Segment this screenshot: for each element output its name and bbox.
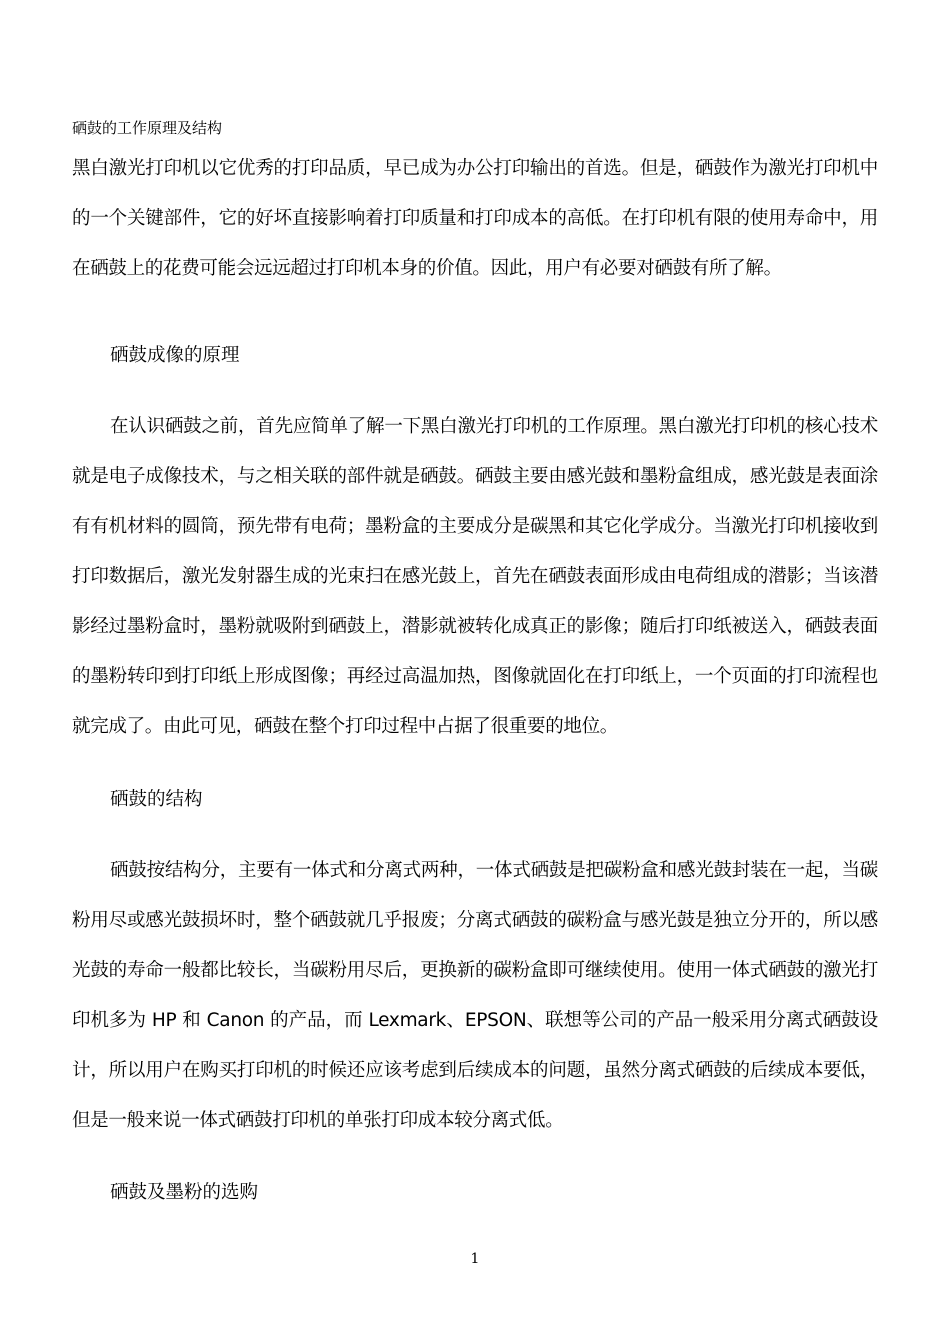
section-heading-structure: 硒鼓的结构 bbox=[110, 789, 203, 810]
section-heading-purchasing: 硒鼓及墨粉的选购 bbox=[110, 1182, 259, 1203]
document-title: 硒鼓的工作原理及结构 bbox=[72, 119, 223, 137]
paragraph-imaging-principle: 在认识硒鼓之前，首先应简单了解一下黑白激光打印机的工作原理。黑白激光打印机的核心技术就是电子成像技术，与之相关联的部件就是硒鼓。硒鼓主要由感光鼓和墨粉盒组成，感光鼓是表面涂有有机材料的圆筒，预先带有电荷；墨粉盒的主要成分是碳黑和其它化学成分。当激光打印机接收到打印数据后，激光发射器生成的光束扫在感光鼓上，首先在硒鼓表面形成由电荷组成的潜影；当该潜影经过墨粉盒时，墨粉就吸附到硒鼓上，潜影就被转化成真正的影像；随后打印纸被送入，硒鼓表面的墨粉转印到打印纸上形成图像；再经过高温加热，图像就固化在打印纸上，一个页面的打印流程也就完成了。由此可见，硒鼓在整个打印过程中占据了很重要的地位。 bbox=[72, 416, 878, 737]
page-number: 1 bbox=[470, 1251, 480, 1267]
intro-paragraph: 黑白激光打印机以它优秀的打印品质，早已成为办公打印输出的首选。但是，硒鼓作为激光打印机中的一个关键部件，它的好坏直接影响着打印质量和打印成本的高低。在打印机有限的使用寿命中，用在硒鼓上的花费可能会远远超过打印机本身的价值。因此，用户有必要对硒鼓有所了解。 bbox=[72, 158, 878, 279]
paragraph-structure: 硒鼓按结构分，主要有一体式和分离式两种，一体式硒鼓是把碳粉盒和感光鼓封装在一起，当碳粉用尽或感光鼓损坏时，整个硒鼓就几乎报废；分离式硒鼓的碳粉盒与感光鼓是独立分开的，所以感光鼓的寿命一般都比较长，当碳粉用尽后，更换新的碳粉盒即可继续使用。使用一体式硒鼓的激光打印机多为 HP 和 Canon 的产品，而 Lexmark、EPSON、联想等公司的产品一般采用分离式硒鼓设计，所以用户在购买打印机的时候还应该考虑到后续成本的问题，虽然分离式硒鼓的后续成本要低，但是一般来说一体式硒鼓打印机的单张打印成本较分离式低。 bbox=[72, 860, 878, 1131]
section-heading-imaging-principle: 硒鼓成像的原理 bbox=[110, 345, 240, 366]
